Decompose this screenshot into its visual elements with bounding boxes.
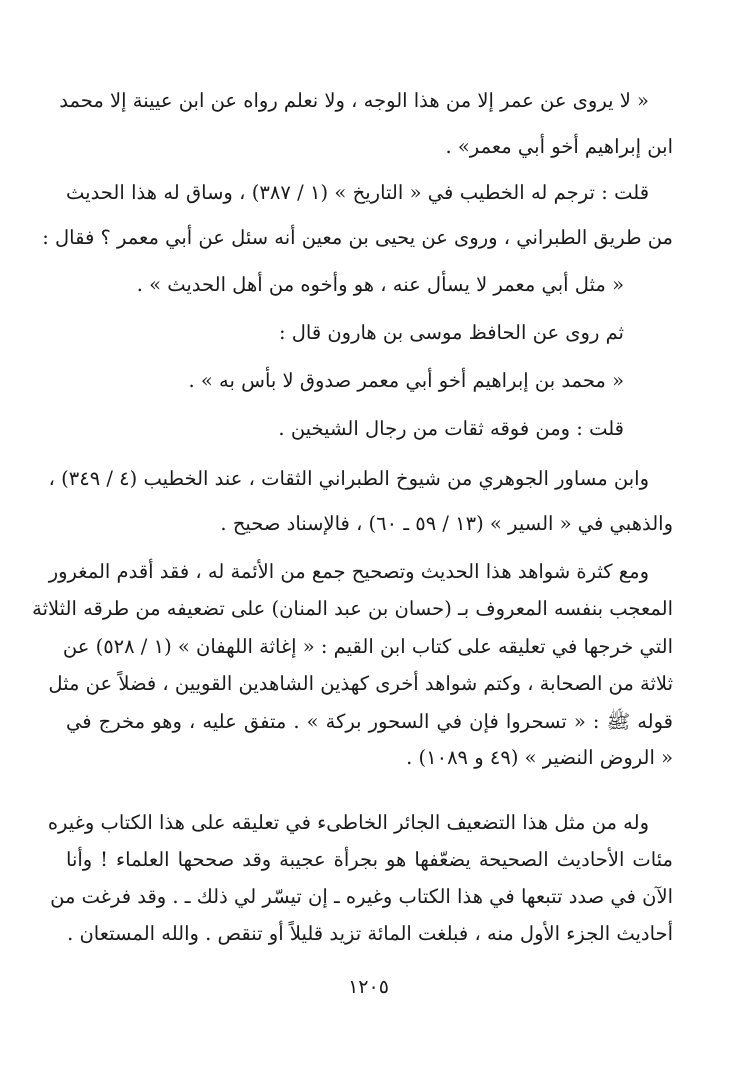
text-line: « الروض النضير » (٤٩ و ١٠٨٩) . bbox=[406, 746, 673, 769]
text-line: التي خرجها في تعليقه على كتاب ابن القيم : « إغاثة اللهفان » (١ / ٥٢٨) عن bbox=[62, 635, 673, 658]
text-line: قوله ﷺ : « تسحروا فإن في السحور بركة » . متفق عليه ، وهو مخرج في bbox=[66, 710, 673, 733]
text-line: قلت : ومن فوقه ثقات من رجال الشيخين . bbox=[278, 417, 624, 440]
text-line: وله من مثل هذا التضعيف الجائر الخاطىء في تعليقه على هذا الكتاب وغيره bbox=[47, 811, 649, 834]
text-line: الآن في صدد تتبعها في هذا الكتاب وغيره ـ إن تيسّر لي ذلك ـ . وقد فرغت من bbox=[50, 885, 673, 908]
text-line: أحاديث الجزء الأول منه ، فبلغت المائة تزيد قليلاً أو تنقص . والله المستعان . bbox=[67, 922, 673, 945]
text-line: ثم روى عن الحافظ موسى بن هارون قال : bbox=[278, 321, 624, 344]
text-line: المعجب بنفسه المعروف بـ (حسان بن عبد المنان) على تضعيفه من طرقه الثلاثة bbox=[32, 597, 673, 620]
text-line: مئات الأحاديث الصحيحة يضعّفها هو بجرأة عجيبة وقد صححها العلماء ! وأنا bbox=[66, 848, 673, 871]
text-line: والذهبي في « السير » (١٣ / ٥٩ ـ ٦٠) ، فالإسناد صحيح . bbox=[220, 512, 673, 535]
page-number: ١٢٠٥ bbox=[348, 976, 389, 998]
text-line: من طريق الطبراني ، وروى عن يحيى بن معين أنه سئل عن أبي معمر ؟ فقال : bbox=[42, 226, 673, 249]
text-line: « لا يروى عن عمر إلا من هذا الوجه ، ولا نعلم رواه عن ابن عيينة إلا محمد bbox=[59, 89, 649, 112]
text-line: ابن إبراهيم أخو أبي معمر» . bbox=[445, 135, 673, 158]
text-line: وابن مساور الجوهري من شيوخ الطبراني الثقات ، عند الخطيب (٤ / ٣٤٩) ، bbox=[48, 467, 649, 490]
text-line: « مثل أبي معمر لا يسأل عنه ، هو وأخوه من أهل الحديث » . bbox=[136, 273, 624, 296]
text-line: ثلاثة من الصحابة ، وكتم شواهد أخرى كهذين الشاهدين القويين ، فضلاً عن مثل bbox=[48, 672, 673, 695]
text-line: « محمد بن إبراهيم أخو أبي معمر صدوق لا بأس به » . bbox=[188, 369, 624, 392]
text-line: ومع كثرة شواهد هذا الحديث وتصحيح جمع من الأئمة له ، فقد أقدم المغرور bbox=[48, 560, 649, 583]
text-line: قلت : ترجم له الخطيب في « التاريخ » (١ / ٣٨٧) ، وساق له هذا الحديث bbox=[66, 181, 650, 204]
